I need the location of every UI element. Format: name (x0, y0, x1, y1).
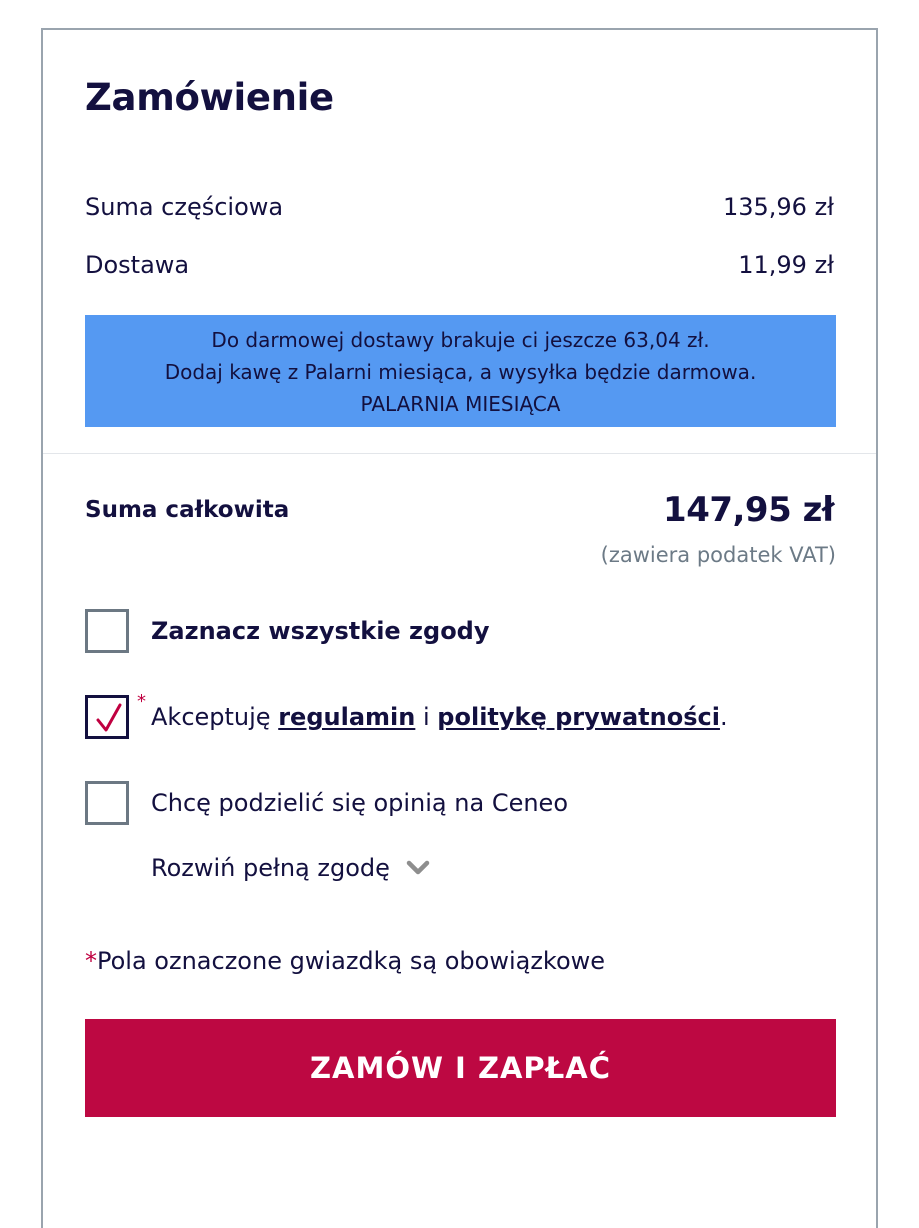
required-note-text: Pola oznaczone gwiazdką są obowiązkowe (97, 947, 606, 975)
terms-conjunction: i (422, 703, 430, 731)
order-title: Zamówienie (85, 76, 334, 119)
total-value: 147,95 zł (663, 490, 834, 530)
divider (43, 453, 876, 454)
subtotal-value: 135,96 zł (722, 193, 834, 221)
total-label: Suma całkowita (85, 497, 290, 523)
free-shipping-banner (85, 315, 836, 427)
delivery-value: 11,99 zł (738, 251, 834, 279)
checkmark-icon (96, 703, 122, 733)
ceneo-checkbox[interactable] (85, 781, 129, 825)
chevron-down-icon[interactable] (406, 860, 430, 876)
terms-prefix: Akceptuję (151, 703, 271, 731)
consent-select-all (85, 609, 836, 653)
expand-consent-toggle[interactable] (151, 854, 430, 882)
order-summary-card (41, 28, 878, 1228)
regulamin-link[interactable]: regulamin (278, 703, 416, 731)
subtotal-label: Suma częściowa (85, 193, 284, 221)
consent-ceneo (85, 781, 836, 825)
subtotal-row (85, 193, 834, 221)
delivery-label: Dostawa (85, 251, 190, 279)
free-shipping-message: Do darmowej dostawy brakuje ci jeszcze 63,04 zł. (211, 328, 710, 352)
delivery-row (85, 251, 834, 279)
total-row (85, 490, 834, 530)
free-shipping-hint: Dodaj kawę z Palarni miesiąca, a wysyłka będzie darmowa. (164, 360, 757, 384)
select-all-checkbox[interactable] (85, 609, 129, 653)
vat-note: (zawiera podatek VAT) (600, 543, 836, 567)
privacy-policy-link[interactable]: politykę prywatności (437, 703, 720, 731)
terms-label (151, 703, 728, 731)
consent-terms (85, 691, 836, 739)
required-fields-note (85, 947, 605, 975)
terms-checkbox[interactable] (85, 695, 129, 739)
ceneo-label[interactable]: Chcę podzielić się opinią na Ceneo (151, 789, 568, 817)
expand-consent-label[interactable]: Rozwiń pełną zgodę (151, 854, 390, 882)
palarnia-miesiaca-link[interactable]: PALARNIA MIESIĄCA (360, 392, 561, 416)
terms-suffix: . (719, 703, 728, 731)
required-note-star: * (85, 947, 97, 975)
select-all-label[interactable]: Zaznacz wszystkie zgody (151, 617, 490, 645)
required-star: * (137, 691, 146, 712)
order-and-pay-button[interactable]: ZAMÓW I ZAPŁAĆ (85, 1019, 836, 1117)
